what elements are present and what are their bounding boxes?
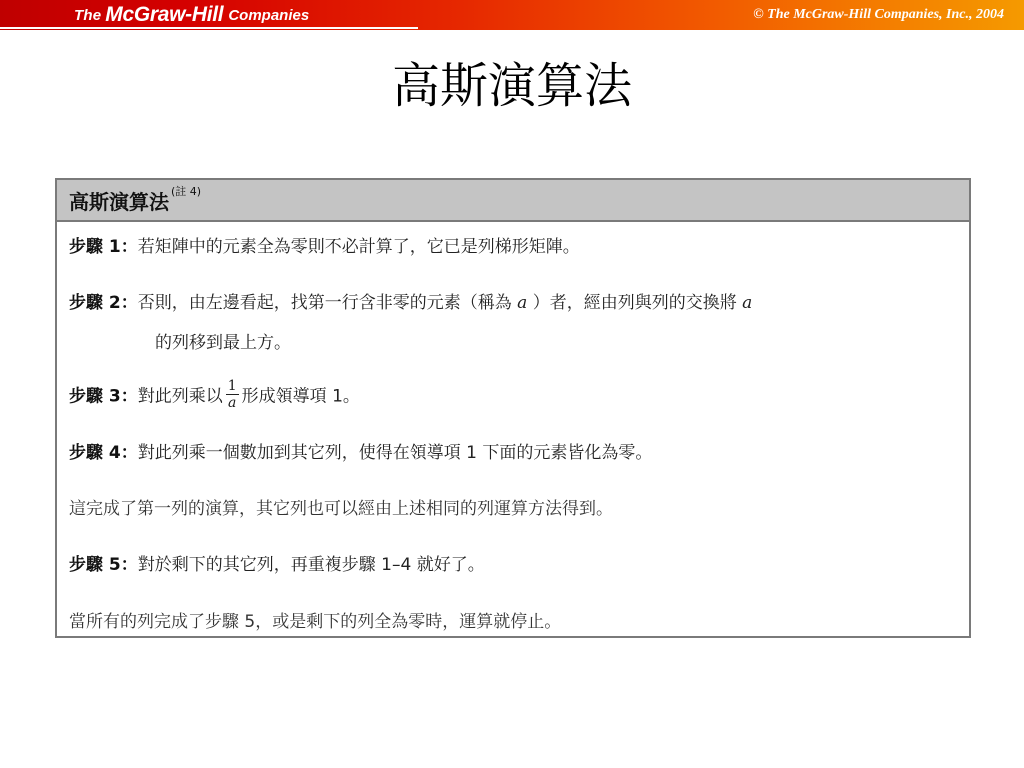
step-1-label: 步驟 1： <box>69 237 138 257</box>
note-after-step-4: 這完成了第一列的演算，其它列也可以經由上述相同的列運算方法得到。 <box>69 499 613 519</box>
logo-companies: Companies <box>228 6 310 24</box>
step-2-text-before: 否則，由左邊看起，找第一行含非零的元素（稱為 <box>137 293 512 313</box>
step-2-continuation: 的列移到最上方。 <box>155 333 291 353</box>
final-note: 當所有的列完成了步驟 5，或是剩下的列全為零時，運算就停止。 <box>69 612 562 632</box>
step-3-fraction <box>226 379 239 410</box>
top-banner <box>0 0 1024 30</box>
step-5 <box>69 554 485 577</box>
step-1-text: 若矩陣中的元素全為零則不必計算了，它已是列梯形矩陣。 <box>137 237 580 257</box>
mcgraw-hill-logo <box>0 0 420 30</box>
step-2 <box>69 292 752 315</box>
step-1 <box>69 236 580 259</box>
step-3 <box>69 378 360 412</box>
fraction-denominator: a <box>228 395 237 411</box>
step-3-text-after: 形成領導項 1。 <box>241 386 360 407</box>
step-3-text-before: 對此列乘以 <box>137 386 223 407</box>
step-5-label: 步驟 5： <box>69 555 138 575</box>
step-5-text: 對於剩下的其它列，再重複步驟 1–4 就好了。 <box>137 555 485 575</box>
banner-underline <box>0 27 418 29</box>
algorithm-box <box>55 178 971 638</box>
box-header-note: (註 4) <box>171 185 202 198</box>
box-header <box>57 180 969 222</box>
slide-title: 高斯演算法 <box>391 58 632 114</box>
step-4 <box>69 442 652 465</box>
step-4-label: 步驟 4： <box>69 443 138 463</box>
fraction-numerator: 1 <box>227 378 237 394</box>
step-2-text-mid: ）者，經由列與列的交換將 <box>532 293 737 313</box>
box-header-title: 高斯演算法 <box>69 189 169 214</box>
step-2-var-a: a <box>517 293 528 313</box>
logo-name: McGraw-Hill <box>105 3 224 26</box>
step-4-text: 對此列乘一個數加到其它列，使得在領導項 1 下面的元素皆化為零。 <box>137 443 653 463</box>
copyright-text: © The McGraw-Hill Companies, Inc., 2004 <box>753 7 1004 22</box>
logo-the: The <box>74 6 102 24</box>
step-2-label: 步驟 2： <box>69 293 138 313</box>
step-2-var-a-2: a <box>742 293 753 313</box>
step-3-label: 步驟 3： <box>69 386 138 407</box>
